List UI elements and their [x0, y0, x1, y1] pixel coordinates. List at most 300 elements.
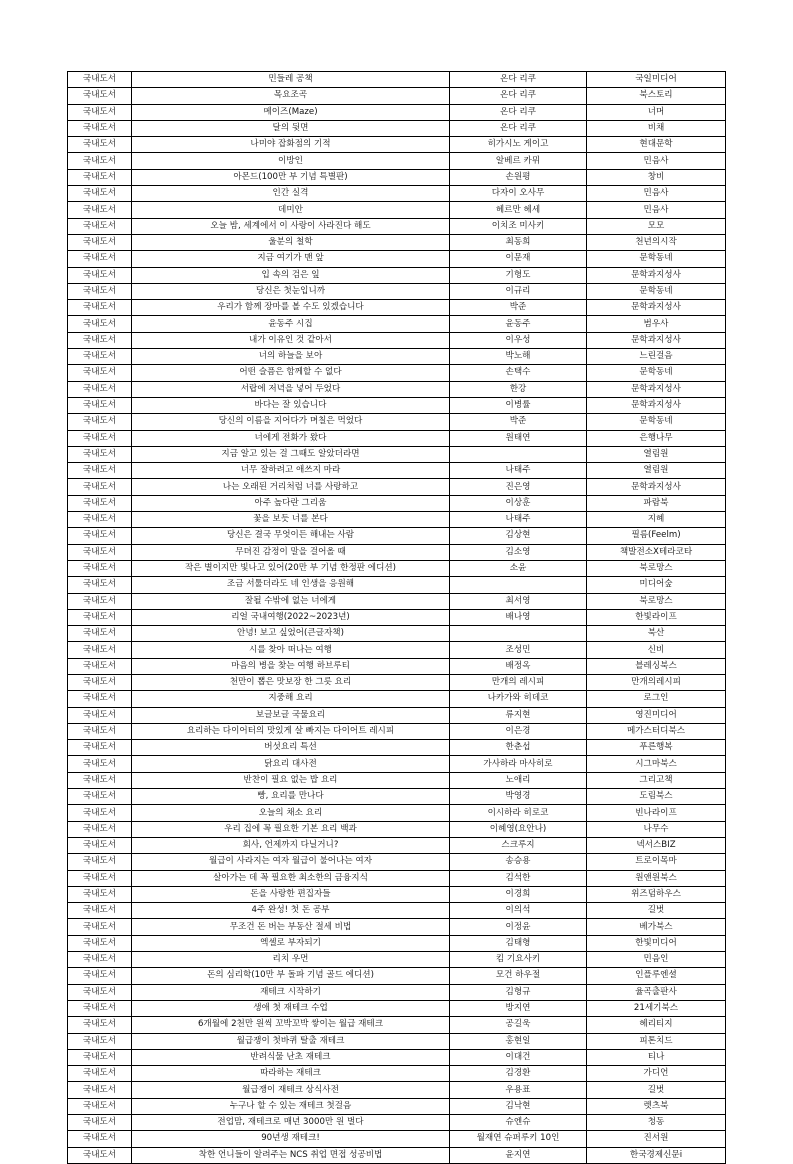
cell-category: 국내도서 — [68, 104, 132, 120]
cell-category: 국내도서 — [68, 153, 132, 169]
cell-title: 따라하는 재테크 — [132, 1066, 450, 1082]
cell-title: 바다는 잘 있습니다 — [132, 397, 450, 413]
cell-author: 진은영 — [450, 479, 587, 495]
cell-title: 메이즈(Maze) — [132, 104, 450, 120]
cell-title: 어떤 슬픔은 함께할 수 없다 — [132, 365, 450, 381]
cell-author: 홍현일 — [450, 1033, 587, 1049]
cell-author: 온다 리쿠 — [450, 104, 587, 120]
cell-category: 국내도서 — [68, 528, 132, 544]
cell-publisher: 헤리티지 — [587, 1017, 726, 1033]
cell-category: 국내도서 — [68, 1147, 132, 1163]
cell-title: 무조건 돈 버는 부동산 절세 비법 — [132, 919, 450, 935]
cell-category: 국내도서 — [68, 169, 132, 185]
table-row — [68, 414, 726, 430]
cell-category: 국내도서 — [68, 72, 132, 88]
table-row — [68, 234, 726, 250]
cell-author: 원태연 — [450, 430, 587, 446]
cell-publisher: 가디언 — [587, 1066, 726, 1082]
cell-author: 손택수 — [450, 365, 587, 381]
cell-author: 최서영 — [450, 593, 587, 609]
cell-publisher: 인플루엔셜 — [587, 968, 726, 984]
table-row — [68, 674, 726, 690]
cell-title: 당신의 이름을 지어다가 며칠은 먹었다 — [132, 414, 450, 430]
cell-category: 국내도서 — [68, 984, 132, 1000]
cell-publisher: 시그마북스 — [587, 756, 726, 772]
cell-author: 배나영 — [450, 609, 587, 625]
table-row — [68, 72, 726, 88]
cell-author — [450, 577, 587, 593]
cell-title: 내가 이유인 것 같아서 — [132, 332, 450, 348]
table-row — [68, 300, 726, 316]
table-row — [68, 1147, 726, 1163]
table-row — [68, 756, 726, 772]
cell-publisher: 나무수 — [587, 821, 726, 837]
cell-author: 배정옥 — [450, 658, 587, 674]
cell-category: 국내도서 — [68, 349, 132, 365]
table-row — [68, 1131, 726, 1147]
cell-author: 김태형 — [450, 935, 587, 951]
table-row — [68, 870, 726, 886]
cell-title: 우리 집에 꼭 필요한 기본 요리 백과 — [132, 821, 450, 837]
cell-publisher: 민음사 — [587, 153, 726, 169]
cell-publisher: 문학동네 — [587, 414, 726, 430]
cell-author: 이규리 — [450, 283, 587, 299]
table-row — [68, 658, 726, 674]
cell-author — [450, 626, 587, 642]
table-row — [68, 903, 726, 919]
cell-publisher: 한국경제신문i — [587, 1147, 726, 1163]
cell-publisher: 신비 — [587, 642, 726, 658]
cell-publisher: 창비 — [587, 169, 726, 185]
cell-author: 김소영 — [450, 544, 587, 560]
cell-publisher: 영진미디어 — [587, 707, 726, 723]
cell-author: 한춘섭 — [450, 740, 587, 756]
cell-author: 김경환 — [450, 1066, 587, 1082]
table-row — [68, 332, 726, 348]
cell-publisher: 문학과지성사 — [587, 479, 726, 495]
table-row — [68, 153, 726, 169]
cell-author: 박준 — [450, 414, 587, 430]
cell-publisher: 미디어숲 — [587, 577, 726, 593]
cell-publisher: 범우사 — [587, 316, 726, 332]
cell-publisher: 도림북스 — [587, 789, 726, 805]
cell-author: 만개의 레시피 — [450, 674, 587, 690]
cell-category: 국내도서 — [68, 1017, 132, 1033]
table-row — [68, 365, 726, 381]
cell-title: 보글보글 국물요리 — [132, 707, 450, 723]
cell-title: 리얼 국내여행(2022~2023년) — [132, 609, 450, 625]
table-row — [68, 512, 726, 528]
cell-publisher: 문학과지성사 — [587, 267, 726, 283]
cell-title: 재테크 시작하기 — [132, 984, 450, 1000]
cell-publisher: 블레싱북스 — [587, 658, 726, 674]
cell-publisher: 북로망스 — [587, 560, 726, 576]
cell-title: 나미야 잡화점의 기적 — [132, 137, 450, 153]
cell-category: 국내도서 — [68, 1115, 132, 1131]
table-row — [68, 544, 726, 560]
cell-title: 조금 서툴더라도 네 인생을 응원해 — [132, 577, 450, 593]
cell-publisher: 문학동네 — [587, 283, 726, 299]
cell-category: 국내도서 — [68, 756, 132, 772]
cell-publisher: 열림원 — [587, 446, 726, 462]
table-row — [68, 789, 726, 805]
table-row — [68, 479, 726, 495]
cell-category: 국내도서 — [68, 186, 132, 202]
cell-title: 목요조곡 — [132, 88, 450, 104]
cell-author: 알베르 카뮈 — [450, 153, 587, 169]
cell-author: 이대건 — [450, 1049, 587, 1065]
cell-author: 이은경 — [450, 723, 587, 739]
cell-title: 당신은 결국 무엇이든 해내는 사람 — [132, 528, 450, 544]
cell-category: 국내도서 — [68, 316, 132, 332]
cell-publisher: 문학과지성사 — [587, 300, 726, 316]
table-row — [68, 560, 726, 576]
table-row — [68, 707, 726, 723]
cell-author: 다자이 오사무 — [450, 186, 587, 202]
cell-publisher: 원앤원북스 — [587, 870, 726, 886]
table-row — [68, 968, 726, 984]
cell-publisher: 책발전소X테라코타 — [587, 544, 726, 560]
cell-category: 국내도서 — [68, 1066, 132, 1082]
cell-title: 아몬드(100만 부 기념 특별판) — [132, 169, 450, 185]
cell-publisher: 빈나라이프 — [587, 805, 726, 821]
table-row — [68, 316, 726, 332]
table-row — [68, 577, 726, 593]
cell-title: 지금 여기가 맨 앞 — [132, 251, 450, 267]
cell-title: 6개월에 2천만 원씩 꼬박꼬박 쌓이는 월급 재테크 — [132, 1017, 450, 1033]
cell-title: 데미안 — [132, 202, 450, 218]
cell-publisher: 렛츠북 — [587, 1098, 726, 1114]
cell-publisher: 진서원 — [587, 1131, 726, 1147]
cell-category: 국내도서 — [68, 414, 132, 430]
cell-author: 소윤 — [450, 560, 587, 576]
cell-author: 이정윤 — [450, 919, 587, 935]
table-row — [68, 202, 726, 218]
table-row — [68, 854, 726, 870]
cell-category: 국내도서 — [68, 952, 132, 968]
cell-title: 입 속의 검은 잎 — [132, 267, 450, 283]
cell-author: 월재연 슈퍼루키 10인 — [450, 1131, 587, 1147]
table-row — [68, 446, 726, 462]
cell-category: 국내도서 — [68, 1049, 132, 1065]
cell-publisher: 넥서스BIZ — [587, 837, 726, 853]
cell-publisher: 민음사 — [587, 186, 726, 202]
cell-category: 국내도서 — [68, 837, 132, 853]
cell-category: 국내도서 — [68, 805, 132, 821]
table-row — [68, 528, 726, 544]
cell-publisher: 문학과지성사 — [587, 381, 726, 397]
cell-category: 국내도서 — [68, 593, 132, 609]
cell-title: 착한 언니들이 알려주는 NCS 취업 면접 성공비법 — [132, 1147, 450, 1163]
table-row — [68, 430, 726, 446]
cell-category: 국내도서 — [68, 479, 132, 495]
cell-category: 국내도서 — [68, 365, 132, 381]
cell-author: 김형규 — [450, 984, 587, 1000]
cell-publisher: 모모 — [587, 218, 726, 234]
cell-publisher: 피톤치드 — [587, 1033, 726, 1049]
cell-publisher: 길벗 — [587, 1082, 726, 1098]
cell-category: 국내도서 — [68, 740, 132, 756]
cell-category: 국내도서 — [68, 674, 132, 690]
table-row — [68, 397, 726, 413]
cell-publisher: 너머 — [587, 104, 726, 120]
cell-author: 가사하라 마사히로 — [450, 756, 587, 772]
cell-publisher: 문학과지성사 — [587, 332, 726, 348]
cell-category: 국내도서 — [68, 512, 132, 528]
cell-category: 국내도서 — [68, 234, 132, 250]
cell-title: 월급쟁이 첫바퀴 탈출 재테크 — [132, 1033, 450, 1049]
cell-publisher: 비채 — [587, 120, 726, 136]
cell-category: 국내도서 — [68, 609, 132, 625]
cell-category: 국내도서 — [68, 446, 132, 462]
cell-title: 지중해 요리 — [132, 691, 450, 707]
cell-publisher: 지혜 — [587, 512, 726, 528]
cell-category: 국내도서 — [68, 1082, 132, 1098]
table-row — [68, 609, 726, 625]
cell-category: 국내도서 — [68, 283, 132, 299]
cell-author: 이혜영(요안나) — [450, 821, 587, 837]
cell-author: 히가시노 게이고 — [450, 137, 587, 153]
cell-publisher: 21세기북스 — [587, 1000, 726, 1016]
cell-category: 국내도서 — [68, 642, 132, 658]
cell-publisher: 만개의레시피 — [587, 674, 726, 690]
cell-publisher: 북산 — [587, 626, 726, 642]
cell-author: 이치조 미사키 — [450, 218, 587, 234]
cell-author: 박영경 — [450, 789, 587, 805]
cell-author: 헤르만 헤세 — [450, 202, 587, 218]
cell-title: 윤동주 시집 — [132, 316, 450, 332]
cell-category: 국내도서 — [68, 251, 132, 267]
cell-publisher: 청동 — [587, 1115, 726, 1131]
cell-publisher: 로그인 — [587, 691, 726, 707]
table-row — [68, 642, 726, 658]
cell-author: 한강 — [450, 381, 587, 397]
cell-title: 꽃을 보듯 너를 본다 — [132, 512, 450, 528]
cell-category: 국내도서 — [68, 935, 132, 951]
cell-title: 달의 뒷면 — [132, 120, 450, 136]
cell-author: 온다 리쿠 — [450, 72, 587, 88]
cell-title: 무뎌진 감정이 말을 걸어올 때 — [132, 544, 450, 560]
cell-author: 이우성 — [450, 332, 587, 348]
table-row — [68, 593, 726, 609]
cell-category: 국내도서 — [68, 544, 132, 560]
table-row — [68, 772, 726, 788]
cell-publisher: 민음사 — [587, 202, 726, 218]
table-row — [68, 919, 726, 935]
cell-category: 국내도서 — [68, 870, 132, 886]
cell-title: 나는 오래된 거리처럼 너를 사랑하고 — [132, 479, 450, 495]
cell-author: 김상현 — [450, 528, 587, 544]
cell-publisher: 민음인 — [587, 952, 726, 968]
table-row — [68, 821, 726, 837]
cell-category: 국내도서 — [68, 381, 132, 397]
table-row — [68, 886, 726, 902]
cell-title: 생애 첫 재테크 수업 — [132, 1000, 450, 1016]
book-list-body — [68, 72, 726, 1164]
cell-title: 시를 찾아 떠나는 여행 — [132, 642, 450, 658]
cell-publisher: 열림원 — [587, 463, 726, 479]
cell-title: 민들레 공책 — [132, 72, 450, 88]
cell-title: 누구나 할 수 있는 재테크 첫걸음 — [132, 1098, 450, 1114]
cell-author: 공길욱 — [450, 1017, 587, 1033]
cell-category: 국내도서 — [68, 88, 132, 104]
cell-publisher: 국일미디어 — [587, 72, 726, 88]
cell-author: 김낙현 — [450, 1098, 587, 1114]
cell-title: 살아가는 데 꼭 필요한 최소한의 금융지식 — [132, 870, 450, 886]
cell-title: 인간 실격 — [132, 186, 450, 202]
cell-title: 리치 우먼 — [132, 952, 450, 968]
cell-title: 이방인 — [132, 153, 450, 169]
cell-category: 국내도서 — [68, 463, 132, 479]
cell-title: 지금 알고 있는 걸 그때도 알았더라면 — [132, 446, 450, 462]
table-row — [68, 723, 726, 739]
cell-category: 국내도서 — [68, 1033, 132, 1049]
cell-publisher: 위즈덤하우스 — [587, 886, 726, 902]
cell-author: 김석한 — [450, 870, 587, 886]
cell-author: 박노해 — [450, 349, 587, 365]
cell-publisher: 현대문학 — [587, 137, 726, 153]
cell-category: 국내도서 — [68, 903, 132, 919]
table-row — [68, 1098, 726, 1114]
cell-title: 잘될 수밖에 없는 너에게 — [132, 593, 450, 609]
table-row — [68, 120, 726, 136]
table-row — [68, 837, 726, 853]
cell-title: 안녕! 보고 싶었어(큰글자책) — [132, 626, 450, 642]
cell-publisher: 길벗 — [587, 903, 726, 919]
table-row — [68, 104, 726, 120]
table-row — [68, 88, 726, 104]
cell-publisher: 푸른행복 — [587, 740, 726, 756]
cell-category: 국내도서 — [68, 919, 132, 935]
table-row — [68, 267, 726, 283]
cell-publisher: 한빛라이프 — [587, 609, 726, 625]
cell-author: 나카가와 히데코 — [450, 691, 587, 707]
cell-author: 최동희 — [450, 234, 587, 250]
cell-title: 서랍에 저녁을 넣어 두었다 — [132, 381, 450, 397]
cell-title: 천만이 뽑은 맛보장 한 그릇 요리 — [132, 674, 450, 690]
cell-publisher: 문학과지성사 — [587, 397, 726, 413]
table-row — [68, 805, 726, 821]
cell-title: 너에게 전화가 왔다 — [132, 430, 450, 446]
cell-title: 돈의 심리학(10만 부 돌파 기념 골드 에디션) — [132, 968, 450, 984]
cell-publisher: 율곡출판사 — [587, 984, 726, 1000]
cell-author: 손원평 — [450, 169, 587, 185]
table-row — [68, 137, 726, 153]
table-row — [68, 984, 726, 1000]
cell-title: 작은 별이지만 빛나고 있어(20만 부 기념 한정판 에디션) — [132, 560, 450, 576]
cell-author: 윤지연 — [450, 1147, 587, 1163]
table-row — [68, 1000, 726, 1016]
table-row — [68, 381, 726, 397]
book-list-table — [67, 71, 726, 1164]
cell-category: 국내도서 — [68, 560, 132, 576]
cell-title: 아주 높다란 그리움 — [132, 495, 450, 511]
cell-category: 국내도서 — [68, 1000, 132, 1016]
cell-category: 국내도서 — [68, 789, 132, 805]
table-row — [68, 283, 726, 299]
cell-author: 방지연 — [450, 1000, 587, 1016]
cell-author: 스크루지 — [450, 837, 587, 853]
table-row — [68, 495, 726, 511]
table-row — [68, 691, 726, 707]
cell-author: 나태주 — [450, 512, 587, 528]
cell-author: 킴 기요사키 — [450, 952, 587, 968]
cell-title: 90년생 재테크! — [132, 1131, 450, 1147]
cell-author: 조성민 — [450, 642, 587, 658]
table-row — [68, 935, 726, 951]
cell-category: 국내도서 — [68, 854, 132, 870]
table-row — [68, 626, 726, 642]
cell-author: 나태주 — [450, 463, 587, 479]
cell-title: 월급쟁이 재테크 상식사전 — [132, 1082, 450, 1098]
cell-category: 국내도서 — [68, 1131, 132, 1147]
cell-author: 이병률 — [450, 397, 587, 413]
cell-publisher: 천년의시작 — [587, 234, 726, 250]
cell-category: 국내도서 — [68, 137, 132, 153]
table-row — [68, 740, 726, 756]
cell-category: 국내도서 — [68, 218, 132, 234]
cell-category: 국내도서 — [68, 626, 132, 642]
table-row — [68, 218, 726, 234]
cell-category: 국내도서 — [68, 658, 132, 674]
cell-title: 오늘의 채소 요리 — [132, 805, 450, 821]
cell-publisher: 그리고책 — [587, 772, 726, 788]
cell-category: 국내도서 — [68, 886, 132, 902]
cell-title: 닭요리 대사전 — [132, 756, 450, 772]
cell-category: 국내도서 — [68, 430, 132, 446]
cell-category: 국내도서 — [68, 267, 132, 283]
cell-title: 돈을 사랑한 편집자들 — [132, 886, 450, 902]
cell-category: 국내도서 — [68, 332, 132, 348]
cell-category: 국내도서 — [68, 397, 132, 413]
cell-title: 월급이 사라지는 여자 월급이 불어나는 여자 — [132, 854, 450, 870]
cell-publisher: 파람북 — [587, 495, 726, 511]
cell-category: 국내도서 — [68, 120, 132, 136]
cell-author: 윤동주 — [450, 316, 587, 332]
cell-title: 회사, 언제까지 다닐거니? — [132, 837, 450, 853]
table-row — [68, 1033, 726, 1049]
cell-category: 국내도서 — [68, 300, 132, 316]
cell-category: 국내도서 — [68, 495, 132, 511]
cell-publisher: 트로이목마 — [587, 854, 726, 870]
table-row — [68, 186, 726, 202]
cell-title: 오늘 밤, 세계에서 이 사랑이 사라진다 해도 — [132, 218, 450, 234]
cell-author: 류지현 — [450, 707, 587, 723]
cell-title: 빵, 요리를 만나다 — [132, 789, 450, 805]
table-row — [68, 1049, 726, 1065]
cell-author: 모건 하우절 — [450, 968, 587, 984]
cell-author: 이의석 — [450, 903, 587, 919]
cell-category: 국내도서 — [68, 968, 132, 984]
cell-author: 기형도 — [450, 267, 587, 283]
cell-category: 국내도서 — [68, 577, 132, 593]
cell-publisher: 한빛미디어 — [587, 935, 726, 951]
cell-publisher: 느린걸음 — [587, 349, 726, 365]
cell-title: 우리가 함께 장마를 볼 수도 있겠습니다 — [132, 300, 450, 316]
cell-publisher: 베가북스 — [587, 919, 726, 935]
table-row — [68, 251, 726, 267]
cell-publisher: 필름(Feelm) — [587, 528, 726, 544]
cell-category: 국내도서 — [68, 772, 132, 788]
table-row — [68, 952, 726, 968]
cell-title: 반려식물 난초 재테크 — [132, 1049, 450, 1065]
cell-publisher: 북로망스 — [587, 593, 726, 609]
cell-author — [450, 446, 587, 462]
table-row — [68, 1082, 726, 1098]
cell-author: 노애리 — [450, 772, 587, 788]
cell-author: 슈엔슈 — [450, 1115, 587, 1131]
table-row — [68, 349, 726, 365]
